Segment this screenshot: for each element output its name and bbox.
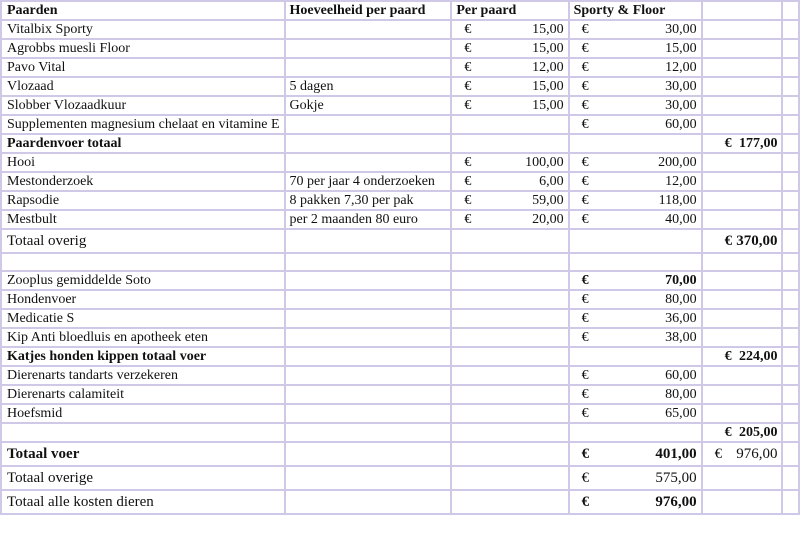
currency-symbol: € xyxy=(464,41,472,56)
currency-symbol: € xyxy=(724,425,732,440)
cell-sporty-floor[interactable] xyxy=(569,466,702,490)
currency-symbol: € xyxy=(464,98,472,113)
cell-total[interactable] xyxy=(702,490,783,514)
cell-label[interactable]: Dierenarts tandarts verzekeren xyxy=(1,366,285,385)
table-row xyxy=(1,58,799,77)
currency-symbol: € xyxy=(581,273,589,288)
currency-symbol: € xyxy=(581,22,589,37)
table-row xyxy=(1,115,799,134)
cell-sporty-floor[interactable] xyxy=(569,77,702,96)
cell-quantity[interactable] xyxy=(285,309,452,328)
table-row xyxy=(1,20,799,39)
cell-per-paard[interactable] xyxy=(451,210,568,229)
cell-extra[interactable] xyxy=(782,309,799,328)
cell-extra[interactable] xyxy=(782,423,799,442)
table-row xyxy=(1,404,799,423)
cell-sporty-floor-value: 200,00 xyxy=(658,155,697,170)
cell-quantity[interactable]: Gokje xyxy=(285,96,452,115)
cell-sporty-floor[interactable] xyxy=(569,290,702,309)
cell-quantity[interactable]: 8 pakken 7,30 per pak xyxy=(285,191,452,210)
cell-label[interactable]: Hooi xyxy=(1,153,285,172)
cell-extra[interactable] xyxy=(782,172,799,191)
table-row xyxy=(1,229,799,253)
cell-sporty-floor[interactable] xyxy=(569,347,702,366)
currency-symbol: € xyxy=(464,155,472,170)
cell-sporty-floor-value: 12,00 xyxy=(665,174,697,189)
cell-extra[interactable] xyxy=(782,20,799,39)
cell-sporty-floor-value: 80,00 xyxy=(665,292,697,307)
cell-quantity[interactable] xyxy=(285,490,452,514)
cell-total[interactable] xyxy=(702,58,783,77)
currency-symbol: € xyxy=(581,98,589,113)
cell-total-value: 177,00 xyxy=(738,136,778,151)
cell-extra[interactable] xyxy=(782,96,799,115)
currency-symbol: € xyxy=(464,60,472,75)
cell-per-paard[interactable] xyxy=(451,347,568,366)
cell-sporty-floor[interactable] xyxy=(569,490,702,514)
table-row xyxy=(1,271,799,290)
currency-symbol: € xyxy=(714,446,723,462)
cell-quantity[interactable] xyxy=(285,253,452,271)
cell-total[interactable] xyxy=(702,115,783,134)
cell-sporty-floor-value: 70,00 xyxy=(665,273,697,288)
currency-symbol: € xyxy=(581,406,589,421)
cell-sporty-floor-value: 30,00 xyxy=(665,98,697,113)
cell-quantity[interactable] xyxy=(285,39,452,58)
cell-per-paard-value: 12,00 xyxy=(532,60,564,75)
cell-sporty-floor-value: 118,00 xyxy=(658,193,697,208)
cell-per-paard[interactable] xyxy=(451,20,568,39)
cell-total[interactable] xyxy=(702,309,783,328)
cell-extra[interactable] xyxy=(782,229,799,253)
cell-total[interactable] xyxy=(702,172,783,191)
cell-label[interactable]: Totaal voer xyxy=(1,442,285,466)
cell-quantity[interactable] xyxy=(285,328,452,347)
cell-quantity[interactable] xyxy=(285,385,452,404)
table-row xyxy=(1,309,799,328)
cell-per-paard[interactable] xyxy=(451,153,568,172)
cell-per-paard-value: 15,00 xyxy=(532,79,564,94)
cell-per-paard-value: 100,00 xyxy=(525,155,564,170)
table-row xyxy=(1,134,799,153)
currency-symbol: € xyxy=(581,470,590,486)
table-row xyxy=(1,77,799,96)
currency-symbol: € xyxy=(581,79,589,94)
cell-extra[interactable] xyxy=(782,490,799,514)
currency-symbol: € xyxy=(581,193,589,208)
cell-label[interactable]: Medicatie S xyxy=(1,309,285,328)
cell-total[interactable] xyxy=(702,134,783,153)
cell-label[interactable]: Totaal overige xyxy=(1,466,285,490)
header-totals[interactable] xyxy=(702,1,783,20)
currency-symbol: € xyxy=(464,174,472,189)
cell-label[interactable]: Agrobbs muesli Floor xyxy=(1,39,285,58)
cell-total[interactable] xyxy=(702,229,783,253)
cell-sporty-floor[interactable] xyxy=(569,191,702,210)
cell-sporty-floor[interactable] xyxy=(569,210,702,229)
currency-symbol: € xyxy=(581,330,589,345)
cell-label[interactable]: Rapsodie xyxy=(1,191,285,210)
cell-quantity[interactable] xyxy=(285,442,452,466)
cell-per-paard[interactable] xyxy=(451,271,568,290)
table-row xyxy=(1,347,799,366)
cell-extra[interactable] xyxy=(782,366,799,385)
currency-symbol: € xyxy=(464,193,472,208)
cell-extra[interactable] xyxy=(782,385,799,404)
cell-total[interactable] xyxy=(702,347,783,366)
cell-sporty-floor[interactable] xyxy=(569,39,702,58)
cell-sporty-floor[interactable] xyxy=(569,20,702,39)
cell-total[interactable] xyxy=(702,442,783,466)
cell-per-paard[interactable] xyxy=(451,172,568,191)
table-row xyxy=(1,466,799,490)
cell-per-paard[interactable] xyxy=(451,466,568,490)
cell-extra[interactable] xyxy=(782,253,799,271)
cell-quantity[interactable] xyxy=(285,229,452,253)
cell-label[interactable] xyxy=(1,423,285,442)
cell-extra[interactable] xyxy=(782,191,799,210)
cell-quantity[interactable] xyxy=(285,134,452,153)
cell-extra[interactable] xyxy=(782,404,799,423)
table-row xyxy=(1,290,799,309)
cell-total-value: 976,00 xyxy=(736,446,778,462)
cell-sporty-floor-value: 40,00 xyxy=(665,212,697,227)
cell-quantity[interactable]: per 2 maanden 80 euro xyxy=(285,210,452,229)
cell-total[interactable] xyxy=(702,253,783,271)
table-row xyxy=(1,153,799,172)
cell-label[interactable]: Hondenvoer xyxy=(1,290,285,309)
header-row xyxy=(1,1,799,20)
cell-sporty-floor[interactable] xyxy=(569,134,702,153)
cell-per-paard[interactable] xyxy=(451,229,568,253)
header-per-paard[interactable]: Per paard xyxy=(451,1,568,20)
cell-per-paard[interactable] xyxy=(451,385,568,404)
cell-label[interactable]: Hoefsmid xyxy=(1,404,285,423)
cell-sporty-floor[interactable] xyxy=(569,153,702,172)
cell-sporty-floor-value: 15,00 xyxy=(665,41,697,56)
cell-label[interactable]: Mestbult xyxy=(1,210,285,229)
header-hoeveelheid[interactable]: Hoeveelheid per paard xyxy=(285,1,452,20)
cell-total[interactable] xyxy=(702,404,783,423)
cell-per-paard[interactable] xyxy=(451,39,568,58)
cell-extra[interactable] xyxy=(782,115,799,134)
cell-sporty-floor-value: 976,00 xyxy=(655,494,697,510)
currency-symbol: € xyxy=(724,349,732,364)
table-row xyxy=(1,210,799,229)
table-row xyxy=(1,328,799,347)
cell-label[interactable]: Kip Anti bloedluis en apotheek eten xyxy=(1,328,285,347)
cell-per-paard[interactable] xyxy=(451,115,568,134)
cell-quantity[interactable] xyxy=(285,20,452,39)
currency-symbol: € xyxy=(724,136,732,151)
cell-label[interactable]: Paardenvoer totaal xyxy=(1,134,285,153)
cell-extra[interactable] xyxy=(782,58,799,77)
cell-extra[interactable] xyxy=(782,153,799,172)
cell-extra[interactable] xyxy=(782,442,799,466)
cell-sporty-floor-value: 12,00 xyxy=(665,60,697,75)
cell-per-paard-value: 6,00 xyxy=(539,174,564,189)
cell-total[interactable] xyxy=(702,77,783,96)
currency-symbol: € xyxy=(581,41,589,56)
currency-symbol: € xyxy=(581,387,589,402)
cell-label[interactable]: Katjes honden kippen totaal voer xyxy=(1,347,285,366)
table-row xyxy=(1,490,799,514)
cell-extra[interactable] xyxy=(782,77,799,96)
cell-sporty-floor[interactable] xyxy=(569,58,702,77)
table-row xyxy=(1,172,799,191)
currency-symbol: € xyxy=(581,292,589,307)
cell-extra[interactable] xyxy=(782,466,799,490)
cell-label[interactable]: Totaal overig xyxy=(1,229,285,253)
cell-total-value: 205,00 xyxy=(738,425,778,440)
cell-quantity[interactable] xyxy=(285,290,452,309)
cell-per-paard[interactable] xyxy=(451,290,568,309)
cell-sporty-floor[interactable] xyxy=(569,271,702,290)
table-row xyxy=(1,96,799,115)
cell-sporty-floor[interactable] xyxy=(569,253,702,271)
cell-sporty-floor-value: 38,00 xyxy=(665,330,697,345)
cell-quantity[interactable] xyxy=(285,423,452,442)
cell-quantity[interactable] xyxy=(285,153,452,172)
cell-per-paard[interactable] xyxy=(451,77,568,96)
table-row xyxy=(1,423,799,442)
table-row xyxy=(1,366,799,385)
cell-per-paard[interactable] xyxy=(451,309,568,328)
cell-per-paard-value: 15,00 xyxy=(532,98,564,113)
cell-extra[interactable] xyxy=(782,271,799,290)
cell-per-paard[interactable] xyxy=(451,96,568,115)
cell-sporty-floor-value: 60,00 xyxy=(665,368,697,383)
cell-per-paard[interactable] xyxy=(451,191,568,210)
cell-quantity[interactable]: 70 per jaar 4 onderzoeken xyxy=(285,172,452,191)
cell-per-paard-value: 15,00 xyxy=(532,22,564,37)
currency-symbol: € xyxy=(581,155,589,170)
cell-total[interactable] xyxy=(702,328,783,347)
cell-quantity[interactable] xyxy=(285,366,452,385)
cell-total[interactable] xyxy=(702,153,783,172)
cell-quantity[interactable] xyxy=(285,466,452,490)
currency-symbol: € xyxy=(581,311,589,326)
cell-per-paard-value: 20,00 xyxy=(532,212,564,227)
header-paarden[interactable]: Paarden xyxy=(1,1,285,20)
currency-symbol: € xyxy=(464,212,472,227)
cell-sporty-floor[interactable] xyxy=(569,366,702,385)
table-row xyxy=(1,385,799,404)
cell-per-paard[interactable] xyxy=(451,442,568,466)
cell-total[interactable] xyxy=(702,423,783,442)
cell-sporty-floor-value: 80,00 xyxy=(665,387,697,402)
cell-sporty-floor-value: 30,00 xyxy=(665,79,697,94)
cell-sporty-floor-value: 65,00 xyxy=(665,406,697,421)
cell-total[interactable] xyxy=(702,96,783,115)
cell-total[interactable] xyxy=(702,20,783,39)
cell-total[interactable] xyxy=(702,366,783,385)
currency-symbol: € xyxy=(581,60,589,75)
currency-symbol: € xyxy=(464,79,472,94)
cell-label[interactable]: Totaal alle kosten dieren xyxy=(1,490,285,514)
currency-symbol: € xyxy=(581,494,590,510)
table-row xyxy=(1,39,799,58)
cell-per-paard-value: 15,00 xyxy=(532,41,564,56)
cell-total-value: 224,00 xyxy=(738,349,778,364)
header-extra[interactable] xyxy=(782,1,799,20)
cell-quantity[interactable] xyxy=(285,347,452,366)
currency-symbol: € xyxy=(581,368,589,383)
cell-extra[interactable] xyxy=(782,328,799,347)
cell-sporty-floor-value: 60,00 xyxy=(665,117,697,132)
cell-quantity[interactable] xyxy=(285,271,452,290)
table-row xyxy=(1,253,799,271)
cell-sporty-floor[interactable] xyxy=(569,96,702,115)
cell-sporty-floor[interactable] xyxy=(569,172,702,191)
cell-sporty-floor-value: 401,00 xyxy=(655,446,697,462)
cell-quantity[interactable] xyxy=(285,115,452,134)
cell-total[interactable] xyxy=(702,191,783,210)
cell-total[interactable] xyxy=(702,466,783,490)
cell-per-paard[interactable] xyxy=(451,423,568,442)
cell-total[interactable] xyxy=(702,210,783,229)
cell-total[interactable] xyxy=(702,385,783,404)
cell-sporty-floor[interactable] xyxy=(569,115,702,134)
cell-label[interactable]: Zooplus gemiddelde Soto xyxy=(1,271,285,290)
cell-per-paard[interactable] xyxy=(451,328,568,347)
cell-label[interactable]: Vlozaad xyxy=(1,77,285,96)
cell-label[interactable]: Slobber Vlozaadkuur xyxy=(1,96,285,115)
table-row xyxy=(1,442,799,466)
cell-per-paard[interactable] xyxy=(451,134,568,153)
cell-sporty-floor[interactable] xyxy=(569,385,702,404)
cell-sporty-floor[interactable] xyxy=(569,442,702,466)
cell-sporty-floor-value: 575,00 xyxy=(655,470,697,486)
cell-label[interactable]: Vitalbix Sporty xyxy=(1,20,285,39)
cell-extra[interactable] xyxy=(782,134,799,153)
table-row xyxy=(1,191,799,210)
currency-symbol: € xyxy=(581,446,590,462)
cell-per-paard[interactable] xyxy=(451,253,568,271)
cell-label[interactable]: Supplementen magnesium chelaat en vitamine E xyxy=(1,115,285,134)
cell-per-paard[interactable] xyxy=(451,58,568,77)
cell-sporty-floor[interactable] xyxy=(569,309,702,328)
cell-quantity[interactable] xyxy=(285,404,452,423)
cell-total[interactable] xyxy=(702,290,783,309)
cell-per-paard[interactable] xyxy=(451,404,568,423)
header-sporty-floor[interactable]: Sporty & Floor xyxy=(569,1,702,20)
currency-symbol: € xyxy=(724,233,733,249)
cell-per-paard[interactable] xyxy=(451,366,568,385)
cell-total[interactable] xyxy=(702,271,783,290)
currency-symbol: € xyxy=(581,117,589,132)
cell-sporty-floor[interactable] xyxy=(569,328,702,347)
cell-extra[interactable] xyxy=(782,39,799,58)
cell-sporty-floor-value: 30,00 xyxy=(665,22,697,37)
cell-per-paard[interactable] xyxy=(451,490,568,514)
currency-symbol: € xyxy=(581,174,589,189)
cell-total-value: 370,00 xyxy=(736,233,778,249)
cell-extra[interactable] xyxy=(782,347,799,366)
cell-extra[interactable] xyxy=(782,290,799,309)
cell-label[interactable] xyxy=(1,253,285,271)
cell-extra[interactable] xyxy=(782,210,799,229)
cell-sporty-floor[interactable] xyxy=(569,404,702,423)
cell-total[interactable] xyxy=(702,39,783,58)
cell-sporty-floor[interactable] xyxy=(569,229,702,253)
cell-label[interactable]: Dierenarts calamiteit xyxy=(1,385,285,404)
cell-quantity[interactable] xyxy=(285,58,452,77)
currency-symbol: € xyxy=(464,22,472,37)
cell-sporty-floor[interactable] xyxy=(569,423,702,442)
cell-label[interactable]: Mestonderzoek xyxy=(1,172,285,191)
currency-symbol: € xyxy=(581,212,589,227)
cell-quantity[interactable]: 5 dagen xyxy=(285,77,452,96)
cell-per-paard-value: 59,00 xyxy=(532,193,564,208)
cell-sporty-floor-value: 36,00 xyxy=(665,311,697,326)
cell-label[interactable]: Pavo Vital xyxy=(1,58,285,77)
